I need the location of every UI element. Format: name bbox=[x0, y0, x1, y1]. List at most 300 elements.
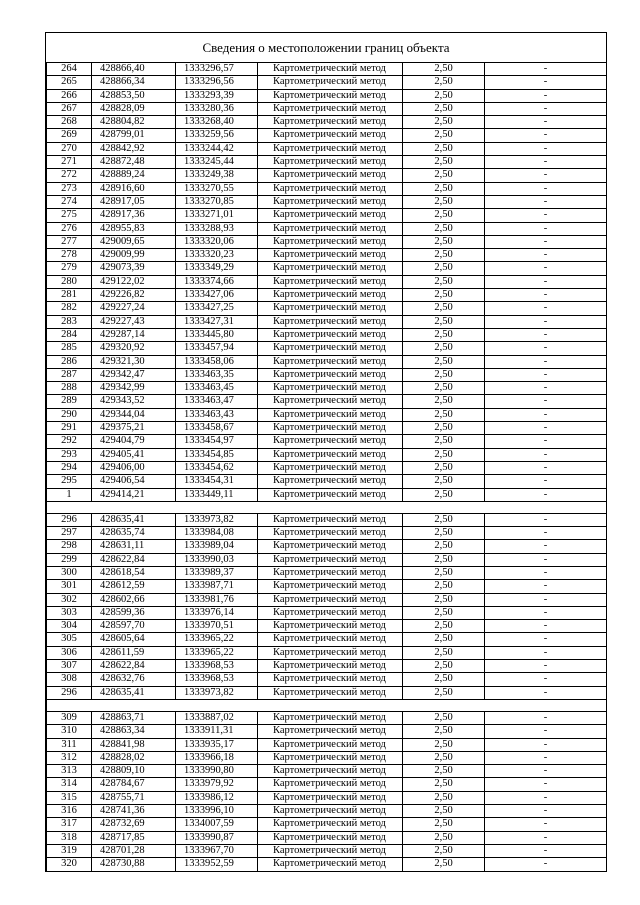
method-cell: Картометрический метод bbox=[258, 368, 403, 381]
accuracy-cell: 2,50 bbox=[403, 540, 485, 553]
note-cell: - bbox=[485, 328, 607, 341]
note-cell: - bbox=[485, 513, 607, 526]
x-coordinate-cell: 429227,24 bbox=[92, 302, 176, 315]
separator-cell bbox=[176, 699, 258, 711]
method-cell: Картометрический метод bbox=[258, 63, 403, 76]
x-coordinate-cell: 428916,60 bbox=[92, 182, 176, 195]
x-coordinate-cell: 428631,11 bbox=[92, 540, 176, 553]
table-row bbox=[47, 142, 607, 155]
accuracy-cell: 2,50 bbox=[403, 673, 485, 686]
method-cell: Картометрический метод bbox=[258, 751, 403, 764]
method-cell: Картометрический метод bbox=[258, 195, 403, 208]
x-coordinate-cell: 428730,88 bbox=[92, 858, 176, 871]
accuracy-cell: 2,50 bbox=[403, 553, 485, 566]
point-number-cell: 264 bbox=[47, 63, 92, 76]
note-cell: - bbox=[485, 527, 607, 540]
method-cell: Картометрический метод bbox=[258, 156, 403, 169]
y-coordinate-cell: 1333463,47 bbox=[176, 395, 258, 408]
point-number-cell: 267 bbox=[47, 102, 92, 115]
note-cell: - bbox=[485, 408, 607, 421]
y-coordinate-cell: 1333966,18 bbox=[176, 751, 258, 764]
table-row bbox=[47, 513, 607, 526]
y-coordinate-cell: 1333457,94 bbox=[176, 342, 258, 355]
y-coordinate-cell: 1333259,56 bbox=[176, 129, 258, 142]
table-row bbox=[47, 262, 607, 275]
y-coordinate-cell: 1333968,53 bbox=[176, 673, 258, 686]
method-cell: Картометрический метод bbox=[258, 660, 403, 673]
accuracy-cell: 2,50 bbox=[403, 156, 485, 169]
note-cell: - bbox=[485, 142, 607, 155]
table-row bbox=[47, 275, 607, 288]
separator-cell bbox=[92, 699, 176, 711]
y-coordinate-cell: 1333981,76 bbox=[176, 593, 258, 606]
x-coordinate-cell: 429406,00 bbox=[92, 461, 176, 474]
y-coordinate-cell: 1333979,92 bbox=[176, 778, 258, 791]
note-cell: - bbox=[485, 844, 607, 857]
y-coordinate-cell: 1333427,25 bbox=[176, 302, 258, 315]
x-coordinate-cell: 428784,67 bbox=[92, 778, 176, 791]
point-number-cell: 311 bbox=[47, 738, 92, 751]
table-row bbox=[47, 633, 607, 646]
point-number-cell: 305 bbox=[47, 633, 92, 646]
method-cell: Картометрический метод bbox=[258, 488, 403, 501]
x-coordinate-cell: 428799,01 bbox=[92, 129, 176, 142]
table-row bbox=[47, 422, 607, 435]
accuracy-cell: 2,50 bbox=[403, 275, 485, 288]
table-row bbox=[47, 765, 607, 778]
accuracy-cell: 2,50 bbox=[403, 831, 485, 844]
note-cell: - bbox=[485, 448, 607, 461]
note-cell: - bbox=[485, 686, 607, 699]
separator-cell bbox=[258, 501, 403, 513]
point-number-cell: 317 bbox=[47, 818, 92, 831]
method-cell: Картометрический метод bbox=[258, 222, 403, 235]
note-cell: - bbox=[485, 63, 607, 76]
y-coordinate-cell: 1333445,80 bbox=[176, 328, 258, 341]
point-number-cell: 304 bbox=[47, 620, 92, 633]
point-number-cell: 295 bbox=[47, 475, 92, 488]
x-coordinate-cell: 428635,41 bbox=[92, 513, 176, 526]
accuracy-cell: 2,50 bbox=[403, 475, 485, 488]
method-cell: Картометрический метод bbox=[258, 686, 403, 699]
accuracy-cell: 2,50 bbox=[403, 262, 485, 275]
method-cell: Картометрический метод bbox=[258, 566, 403, 579]
point-number-cell: 284 bbox=[47, 328, 92, 341]
y-coordinate-cell: 1333463,43 bbox=[176, 408, 258, 421]
y-coordinate-cell: 1333887,02 bbox=[176, 711, 258, 724]
method-cell: Картометрический метод bbox=[258, 76, 403, 89]
table-row bbox=[47, 553, 607, 566]
accuracy-cell: 2,50 bbox=[403, 646, 485, 659]
method-cell: Картометрический метод bbox=[258, 738, 403, 751]
method-cell: Картометрический метод bbox=[258, 328, 403, 341]
note-cell: - bbox=[485, 805, 607, 818]
accuracy-cell: 2,50 bbox=[403, 633, 485, 646]
accuracy-cell: 2,50 bbox=[403, 142, 485, 155]
y-coordinate-cell: 1333270,55 bbox=[176, 182, 258, 195]
point-number-cell: 320 bbox=[47, 858, 92, 871]
table-row bbox=[47, 818, 607, 831]
y-coordinate-cell: 1333996,10 bbox=[176, 805, 258, 818]
point-number-cell: 265 bbox=[47, 76, 92, 89]
point-number-cell: 275 bbox=[47, 209, 92, 222]
note-cell: - bbox=[485, 660, 607, 673]
table-row bbox=[47, 289, 607, 302]
y-coordinate-cell: 1333986,12 bbox=[176, 791, 258, 804]
accuracy-cell: 2,50 bbox=[403, 844, 485, 857]
table-row bbox=[47, 566, 607, 579]
point-number-cell: 309 bbox=[47, 711, 92, 724]
separator-cell bbox=[47, 699, 92, 711]
separator-cell bbox=[258, 699, 403, 711]
note-cell: - bbox=[485, 593, 607, 606]
note-cell: - bbox=[485, 395, 607, 408]
y-coordinate-cell: 1333374,66 bbox=[176, 275, 258, 288]
y-coordinate-cell: 1333990,03 bbox=[176, 553, 258, 566]
point-number-cell: 285 bbox=[47, 342, 92, 355]
table-row bbox=[47, 249, 607, 262]
method-cell: Картометрический метод bbox=[258, 342, 403, 355]
method-cell: Картометрический метод bbox=[258, 249, 403, 262]
x-coordinate-cell: 428917,05 bbox=[92, 195, 176, 208]
accuracy-cell: 2,50 bbox=[403, 102, 485, 115]
point-number-cell: 318 bbox=[47, 831, 92, 844]
table-row bbox=[47, 222, 607, 235]
page-title: Сведения о местоположении границ объекта bbox=[202, 40, 450, 55]
separator-cell bbox=[176, 501, 258, 513]
table-row bbox=[47, 738, 607, 751]
y-coordinate-cell: 1333268,40 bbox=[176, 116, 258, 129]
accuracy-cell: 2,50 bbox=[403, 461, 485, 474]
table-row bbox=[47, 805, 607, 818]
x-coordinate-cell: 428828,09 bbox=[92, 102, 176, 115]
note-cell: - bbox=[485, 76, 607, 89]
table-row bbox=[47, 686, 607, 699]
y-coordinate-cell: 1333984,08 bbox=[176, 527, 258, 540]
y-coordinate-cell: 1333349,29 bbox=[176, 262, 258, 275]
accuracy-cell: 2,50 bbox=[403, 660, 485, 673]
x-coordinate-cell: 428701,28 bbox=[92, 844, 176, 857]
accuracy-cell: 2,50 bbox=[403, 408, 485, 421]
accuracy-cell: 2,50 bbox=[403, 858, 485, 871]
x-coordinate-cell: 428872,48 bbox=[92, 156, 176, 169]
x-coordinate-cell: 429343,52 bbox=[92, 395, 176, 408]
table-row bbox=[47, 435, 607, 448]
note-cell: - bbox=[485, 765, 607, 778]
method-cell: Картометрический метод bbox=[258, 593, 403, 606]
x-coordinate-cell: 428732,69 bbox=[92, 818, 176, 831]
y-coordinate-cell: 1333935,17 bbox=[176, 738, 258, 751]
y-coordinate-cell: 1333296,57 bbox=[176, 63, 258, 76]
point-number-cell: 281 bbox=[47, 289, 92, 302]
y-coordinate-cell: 1333967,70 bbox=[176, 844, 258, 857]
x-coordinate-cell: 428853,50 bbox=[92, 89, 176, 102]
table-row bbox=[47, 673, 607, 686]
x-coordinate-cell: 429287,14 bbox=[92, 328, 176, 341]
accuracy-cell: 2,50 bbox=[403, 328, 485, 341]
point-number-cell: 271 bbox=[47, 156, 92, 169]
y-coordinate-cell: 1333990,80 bbox=[176, 765, 258, 778]
table-row bbox=[47, 527, 607, 540]
x-coordinate-cell: 429342,47 bbox=[92, 368, 176, 381]
accuracy-cell: 2,50 bbox=[403, 355, 485, 368]
note-cell: - bbox=[485, 435, 607, 448]
separator-cell bbox=[485, 501, 607, 513]
method-cell: Картометрический метод bbox=[258, 461, 403, 474]
x-coordinate-cell: 428632,76 bbox=[92, 673, 176, 686]
point-number-cell: 310 bbox=[47, 725, 92, 738]
accuracy-cell: 2,50 bbox=[403, 342, 485, 355]
table-row bbox=[47, 751, 607, 764]
coordinates-table bbox=[46, 62, 607, 872]
point-number-cell: 291 bbox=[47, 422, 92, 435]
table-row bbox=[47, 725, 607, 738]
point-number-cell: 307 bbox=[47, 660, 92, 673]
note-cell: - bbox=[485, 275, 607, 288]
method-cell: Картометрический метод bbox=[258, 448, 403, 461]
y-coordinate-cell: 1333987,71 bbox=[176, 580, 258, 593]
accuracy-cell: 2,50 bbox=[403, 435, 485, 448]
accuracy-cell: 2,50 bbox=[403, 249, 485, 262]
method-cell: Картометрический метод bbox=[258, 818, 403, 831]
y-coordinate-cell: 1333454,62 bbox=[176, 461, 258, 474]
note-cell: - bbox=[485, 195, 607, 208]
note-cell: - bbox=[485, 461, 607, 474]
table-row bbox=[47, 831, 607, 844]
method-cell: Картометрический метод bbox=[258, 646, 403, 659]
note-cell: - bbox=[485, 831, 607, 844]
y-coordinate-cell: 1333973,82 bbox=[176, 513, 258, 526]
note-cell: - bbox=[485, 262, 607, 275]
x-coordinate-cell: 428755,71 bbox=[92, 791, 176, 804]
note-cell: - bbox=[485, 751, 607, 764]
accuracy-cell: 2,50 bbox=[403, 315, 485, 328]
method-cell: Картометрический метод bbox=[258, 262, 403, 275]
point-number-cell: 312 bbox=[47, 751, 92, 764]
accuracy-cell: 2,50 bbox=[403, 620, 485, 633]
y-coordinate-cell: 1333965,22 bbox=[176, 646, 258, 659]
x-coordinate-cell: 429009,99 bbox=[92, 249, 176, 262]
x-coordinate-cell: 429342,99 bbox=[92, 382, 176, 395]
y-coordinate-cell: 1333427,31 bbox=[176, 315, 258, 328]
note-cell: - bbox=[485, 342, 607, 355]
note-cell: - bbox=[485, 182, 607, 195]
y-coordinate-cell: 1333245,44 bbox=[176, 156, 258, 169]
point-number-cell: 283 bbox=[47, 315, 92, 328]
accuracy-cell: 2,50 bbox=[403, 580, 485, 593]
point-number-cell: 294 bbox=[47, 461, 92, 474]
table-row bbox=[47, 540, 607, 553]
method-cell: Картометрический метод bbox=[258, 275, 403, 288]
y-coordinate-cell: 1333271,01 bbox=[176, 209, 258, 222]
table-row bbox=[47, 116, 607, 129]
method-cell: Картометрический метод bbox=[258, 408, 403, 421]
note-cell: - bbox=[485, 791, 607, 804]
point-number-cell: 286 bbox=[47, 355, 92, 368]
note-cell: - bbox=[485, 540, 607, 553]
y-coordinate-cell: 1333965,22 bbox=[176, 633, 258, 646]
separator-cell bbox=[403, 699, 485, 711]
method-cell: Картометрический метод bbox=[258, 169, 403, 182]
table-row bbox=[47, 858, 607, 871]
accuracy-cell: 2,50 bbox=[403, 725, 485, 738]
document-frame bbox=[45, 32, 607, 872]
note-cell: - bbox=[485, 368, 607, 381]
note-cell: - bbox=[485, 738, 607, 751]
note-cell: - bbox=[485, 156, 607, 169]
accuracy-cell: 2,50 bbox=[403, 527, 485, 540]
table-row bbox=[47, 89, 607, 102]
group-separator bbox=[47, 501, 607, 513]
x-coordinate-cell: 428841,98 bbox=[92, 738, 176, 751]
note-cell: - bbox=[485, 778, 607, 791]
table-row bbox=[47, 791, 607, 804]
group-separator bbox=[47, 699, 607, 711]
y-coordinate-cell: 1333989,04 bbox=[176, 540, 258, 553]
table-row bbox=[47, 382, 607, 395]
note-cell: - bbox=[485, 302, 607, 315]
point-number-cell: 292 bbox=[47, 435, 92, 448]
y-coordinate-cell: 1334007,59 bbox=[176, 818, 258, 831]
x-coordinate-cell: 428741,36 bbox=[92, 805, 176, 818]
separator-cell bbox=[92, 501, 176, 513]
point-number-cell: 298 bbox=[47, 540, 92, 553]
accuracy-cell: 2,50 bbox=[403, 129, 485, 142]
method-cell: Картометрический метод bbox=[258, 553, 403, 566]
point-number-cell: 272 bbox=[47, 169, 92, 182]
table-row bbox=[47, 63, 607, 76]
method-cell: Картометрический метод bbox=[258, 513, 403, 526]
point-number-cell: 288 bbox=[47, 382, 92, 395]
point-number-cell: 300 bbox=[47, 566, 92, 579]
point-number-cell: 269 bbox=[47, 129, 92, 142]
table-row bbox=[47, 606, 607, 619]
method-cell: Картометрический метод bbox=[258, 673, 403, 686]
x-coordinate-cell: 429320,92 bbox=[92, 342, 176, 355]
note-cell: - bbox=[485, 422, 607, 435]
accuracy-cell: 2,50 bbox=[403, 805, 485, 818]
accuracy-cell: 2,50 bbox=[403, 593, 485, 606]
table-row bbox=[47, 355, 607, 368]
y-coordinate-cell: 1333320,06 bbox=[176, 235, 258, 248]
y-coordinate-cell: 1333968,53 bbox=[176, 660, 258, 673]
accuracy-cell: 2,50 bbox=[403, 382, 485, 395]
method-cell: Картометрический метод bbox=[258, 315, 403, 328]
method-cell: Картометрический метод bbox=[258, 725, 403, 738]
table-row bbox=[47, 315, 607, 328]
separator-cell bbox=[403, 501, 485, 513]
y-coordinate-cell: 1333270,85 bbox=[176, 195, 258, 208]
point-number-cell: 289 bbox=[47, 395, 92, 408]
x-coordinate-cell: 428618,54 bbox=[92, 566, 176, 579]
x-coordinate-cell: 428602,66 bbox=[92, 593, 176, 606]
table-row bbox=[47, 580, 607, 593]
table-row bbox=[47, 461, 607, 474]
table-row bbox=[47, 235, 607, 248]
accuracy-cell: 2,50 bbox=[403, 488, 485, 501]
x-coordinate-cell: 428863,34 bbox=[92, 725, 176, 738]
table-row bbox=[47, 778, 607, 791]
table-row bbox=[47, 408, 607, 421]
note-cell: - bbox=[485, 116, 607, 129]
table-row bbox=[47, 102, 607, 115]
x-coordinate-cell: 428866,34 bbox=[92, 76, 176, 89]
note-cell: - bbox=[485, 725, 607, 738]
y-coordinate-cell: 1333463,35 bbox=[176, 368, 258, 381]
point-number-cell: 268 bbox=[47, 116, 92, 129]
method-cell: Картометрический метод bbox=[258, 620, 403, 633]
method-cell: Картометрический метод bbox=[258, 422, 403, 435]
point-number-cell: 296 bbox=[47, 686, 92, 699]
x-coordinate-cell: 428889,24 bbox=[92, 169, 176, 182]
table-row bbox=[47, 328, 607, 341]
accuracy-cell: 2,50 bbox=[403, 222, 485, 235]
table-row bbox=[47, 646, 607, 659]
x-coordinate-cell: 429375,21 bbox=[92, 422, 176, 435]
method-cell: Картометрический метод bbox=[258, 831, 403, 844]
point-number-cell: 266 bbox=[47, 89, 92, 102]
note-cell: - bbox=[485, 646, 607, 659]
table-row bbox=[47, 156, 607, 169]
method-cell: Картометрический метод bbox=[258, 765, 403, 778]
accuracy-cell: 2,50 bbox=[403, 395, 485, 408]
x-coordinate-cell: 428612,59 bbox=[92, 580, 176, 593]
coordinates-table-body bbox=[47, 63, 607, 872]
note-cell: - bbox=[485, 566, 607, 579]
table-row bbox=[47, 342, 607, 355]
y-coordinate-cell: 1333427,06 bbox=[176, 289, 258, 302]
y-coordinate-cell: 1333320,23 bbox=[176, 249, 258, 262]
accuracy-cell: 2,50 bbox=[403, 302, 485, 315]
note-cell: - bbox=[485, 488, 607, 501]
y-coordinate-cell: 1333454,31 bbox=[176, 475, 258, 488]
note-cell: - bbox=[485, 102, 607, 115]
y-coordinate-cell: 1333458,67 bbox=[176, 422, 258, 435]
point-number-cell: 297 bbox=[47, 527, 92, 540]
accuracy-cell: 2,50 bbox=[403, 513, 485, 526]
note-cell: - bbox=[485, 606, 607, 619]
x-coordinate-cell: 429122,02 bbox=[92, 275, 176, 288]
method-cell: Картометрический метод bbox=[258, 527, 403, 540]
point-number-cell: 302 bbox=[47, 593, 92, 606]
point-number-cell: 270 bbox=[47, 142, 92, 155]
table-row bbox=[47, 129, 607, 142]
table-row bbox=[47, 593, 607, 606]
method-cell: Картометрический метод bbox=[258, 182, 403, 195]
x-coordinate-cell: 428866,40 bbox=[92, 63, 176, 76]
x-coordinate-cell: 429405,41 bbox=[92, 448, 176, 461]
y-coordinate-cell: 1333249,38 bbox=[176, 169, 258, 182]
note-cell: - bbox=[485, 818, 607, 831]
x-coordinate-cell: 429414,21 bbox=[92, 488, 176, 501]
y-coordinate-cell: 1333280,36 bbox=[176, 102, 258, 115]
method-cell: Картометрический метод bbox=[258, 142, 403, 155]
point-number-cell: 313 bbox=[47, 765, 92, 778]
accuracy-cell: 2,50 bbox=[403, 778, 485, 791]
accuracy-cell: 2,50 bbox=[403, 422, 485, 435]
point-number-cell: 293 bbox=[47, 448, 92, 461]
x-coordinate-cell: 429406,54 bbox=[92, 475, 176, 488]
x-coordinate-cell: 429226,82 bbox=[92, 289, 176, 302]
point-number-cell: 287 bbox=[47, 368, 92, 381]
point-number-cell: 296 bbox=[47, 513, 92, 526]
method-cell: Картометрический метод bbox=[258, 302, 403, 315]
method-cell: Картометрический метод bbox=[258, 435, 403, 448]
method-cell: Картометрический метод bbox=[258, 209, 403, 222]
table-row bbox=[47, 182, 607, 195]
point-number-cell: 276 bbox=[47, 222, 92, 235]
x-coordinate-cell: 429404,79 bbox=[92, 435, 176, 448]
